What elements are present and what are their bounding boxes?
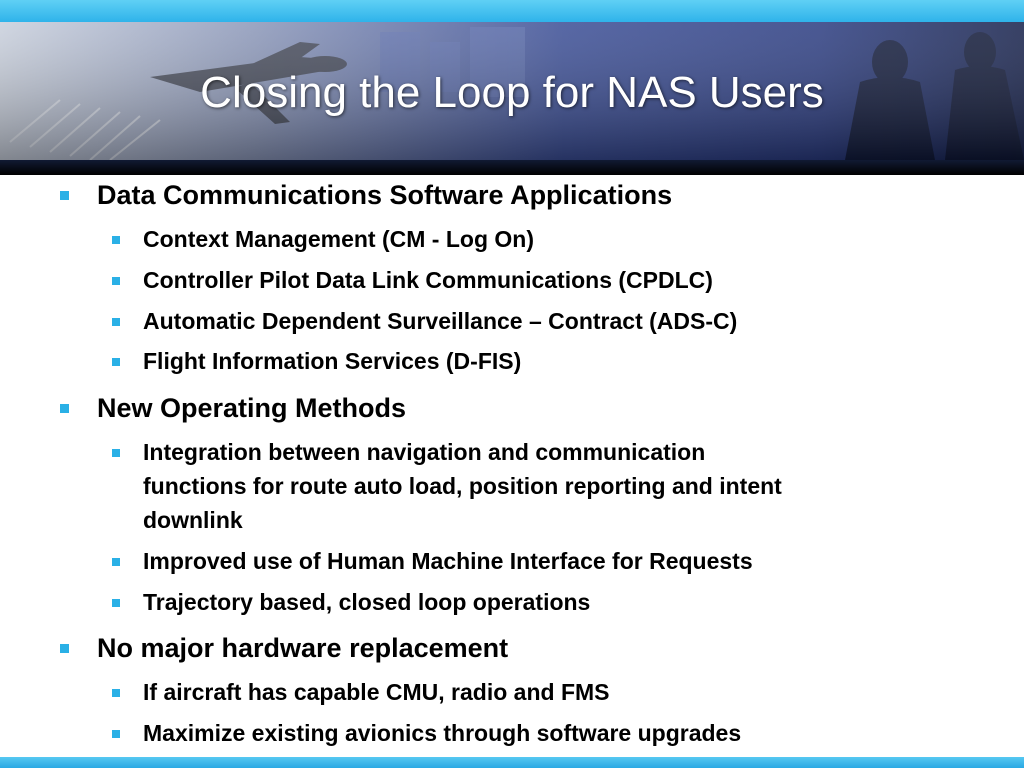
page-title: Closing the Loop for NAS Users [200,68,824,117]
bullet-item-level2: Automatic Dependent Surveillance – Contract (ADS-C) [143,308,738,334]
bullet-marker [112,358,120,366]
bullet-marker [60,404,69,413]
bullet-item-level2: Flight Information Services (D-FIS) [143,348,522,374]
bullet-item-level2-continuation: downlink [143,507,243,533]
bullet-item-level1: Data Communications Software Applications [97,180,673,210]
bullet-item-level1: No major hardware replacement [97,633,509,663]
bullet-item-level2: Controller Pilot Data Link Communications (CPDLC) [143,267,713,293]
bullet-marker [112,558,120,566]
bullet-marker [112,318,120,326]
bullet-item-level2: Trajectory based, closed loop operations [143,589,591,615]
bullet-item-level2-continuation: functions for route auto load, position reporting and intent [143,473,782,499]
bullet-item-level2: Integration between navigation and communication [143,439,706,465]
bullet-marker [60,191,69,200]
bullet-item-level2: Improved use of Human Machine Interface for Requests [143,548,753,574]
bullet-marker [112,730,120,738]
bullet-item-level2: Context Management (CM - Log On) [143,226,534,252]
bullet-marker [112,236,120,244]
bullet-marker [112,449,120,457]
bullet-item-level2: Maximize existing avionics through software upgrades [143,720,742,746]
footer-bar [0,757,1024,768]
bullet-marker [60,644,69,653]
bullet-item-level1: New Operating Methods [97,393,407,423]
bullet-marker [112,599,120,607]
bullet-marker [112,277,120,285]
bullet-item-level2: If aircraft has capable CMU, radio and FMS [143,679,610,705]
bullet-marker [112,689,120,697]
